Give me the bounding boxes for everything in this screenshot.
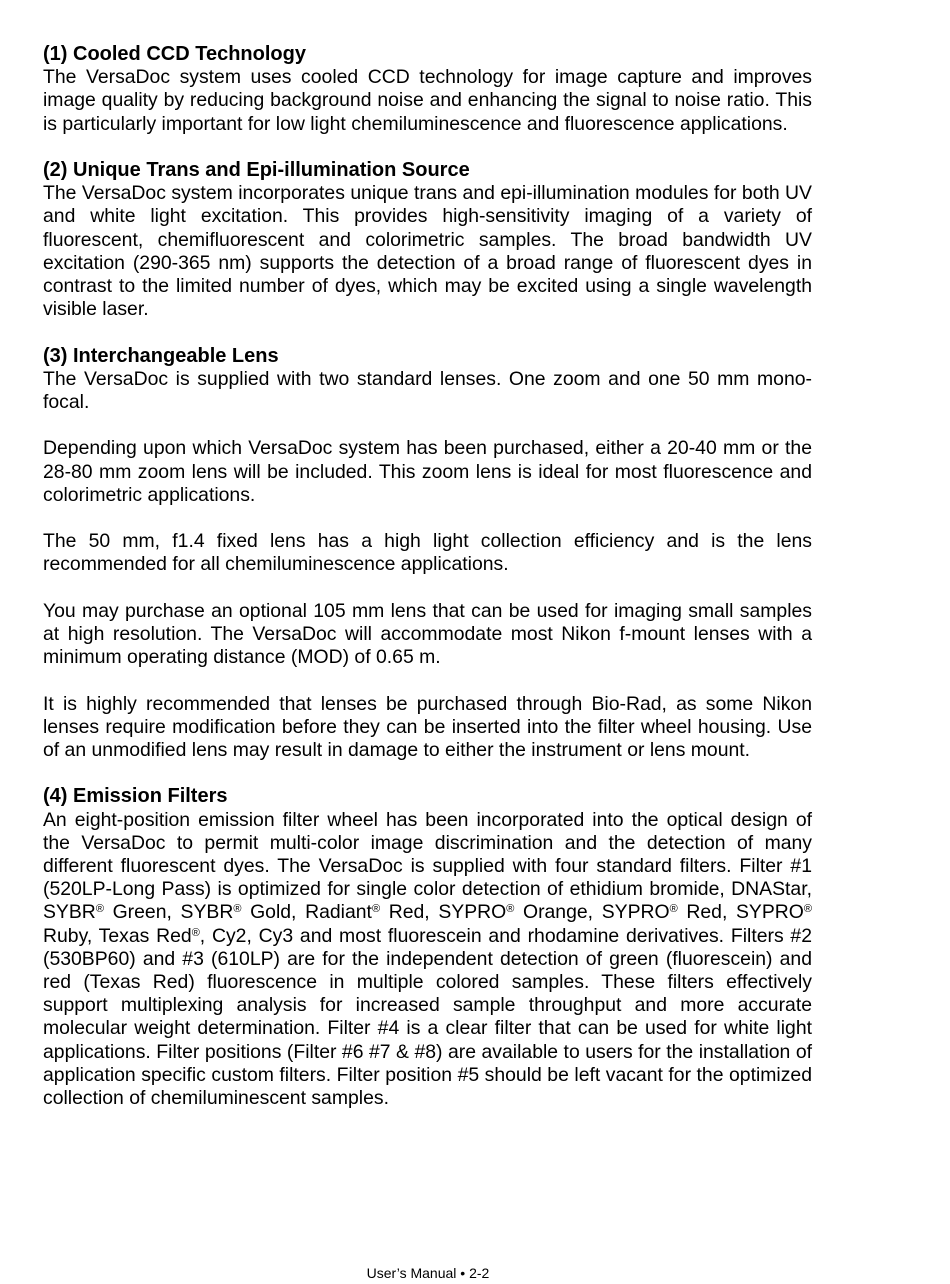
section-heading: (3) Interchangeable Lens bbox=[43, 344, 279, 367]
registered-mark: ® bbox=[371, 903, 381, 916]
section-paragraph: The 50 mm, f1.4 fixed lens has a high light collection efficiency and is the lens recommended for all chemiluminescence applications. bbox=[43, 530, 812, 576]
page-body bbox=[43, 43, 812, 1133]
registered-mark: ® bbox=[233, 903, 242, 916]
section-heading: (1) Cooled CCD Technology bbox=[43, 43, 306, 65]
section-paragraph: The VersaDoc system uses cooled CCD technology for image capture and improves image quality by reducing background noise and enhancing the signal to noise ratio. This is particularly important for low light chemiluminescence and fluorescence applications. bbox=[43, 66, 812, 135]
section-paragraph: It is highly recommended that lenses be purchased through Bio-Rad, as some Nikon lenses require modification before they can be inserted into the filter wheel housing. Use of an unmodified lens may result in damage to either the instrument or lens mount. bbox=[43, 692, 812, 761]
registered-mark: ® bbox=[191, 926, 200, 939]
registered-mark: ® bbox=[95, 903, 104, 916]
section-cooled-ccd bbox=[43, 43, 812, 136]
section-heading: (2) Unique Trans and Epi-illumination Source bbox=[43, 159, 470, 181]
section-paragraph: An eight-position emission filter wheel has been incorporated into the optical design of the VersaDoc to permit multi-color image discrimination and the detection of many different fluorescent dyes. The VersaDoc is supplied with four standard filters. Filter #1 (520LP-Long Pass) is optimized for single color detection of ethidium bromide, DNAStar, SYBR® Green, SYBR® Gold, Radiant® Red, SYPRO® Orange, SYPRO® Red, SYPRO® Ruby, Texas Red®, Cy2, Cy3 and most fluorescein and rhodamine derivatives. Filters #2 (530BP60) and #3 (610LP) are for the independent detection of green (fluorescein) and red (Texas Red) fluorescence in multiple colored samples. These filters effectively support multiplexing analysis for increased sample throughput and more accurate molecular weight determination. Filter #4 is a clear filter that can be used for white light applications. Filter positions (Filter #6 #7 & #8) are available to users for the installation of application specific custom filters. Filter position #5 should be left vacant for the optimized collection of chemiluminescent samples. bbox=[43, 808, 813, 1110]
section-paragraph: The VersaDoc system incorporates unique trans and epi-illumination modules for both UV and white light excitation. This provides high-sensitivity imaging of a variety of fluorescent, chemifluorescent and colorimetric samples. The broad bandwidth UV excitation (290-365 nm) supports the detection of a broad range of fluorescent dyes in contrast to the limited number of dyes, which may be excited using a single wavelength visible laser. bbox=[43, 182, 812, 321]
section-heading: (4) Emission Filters bbox=[43, 785, 228, 808]
section-illumination-source bbox=[43, 159, 812, 321]
registered-mark: ® bbox=[803, 903, 812, 916]
section-interchangeable-lens bbox=[43, 345, 812, 763]
page-footer: User’s Manual • 2-2 bbox=[366, 1265, 490, 1281]
registered-mark: ® bbox=[669, 903, 678, 916]
section-emission-filters bbox=[43, 785, 812, 1110]
section-paragraph: Depending upon which VersaDoc system has been purchased, either a 20-40 mm or the 28-80 mm zoom lens will be included. This zoom lens is ideal for most fluorescence and colorimetric applications. bbox=[43, 437, 812, 506]
registered-mark: ® bbox=[506, 903, 515, 916]
section-paragraph: The VersaDoc is supplied with two standard lenses. One zoom and one 50 mm mono-focal. bbox=[43, 367, 812, 414]
section-paragraph: You may purchase an optional 105 mm lens that can be used for imaging small samples at high resolution. The VersaDoc will accommodate most Nikon f-mount lenses with a minimum operating distance (MOD) of 0.65 m. bbox=[43, 599, 812, 669]
